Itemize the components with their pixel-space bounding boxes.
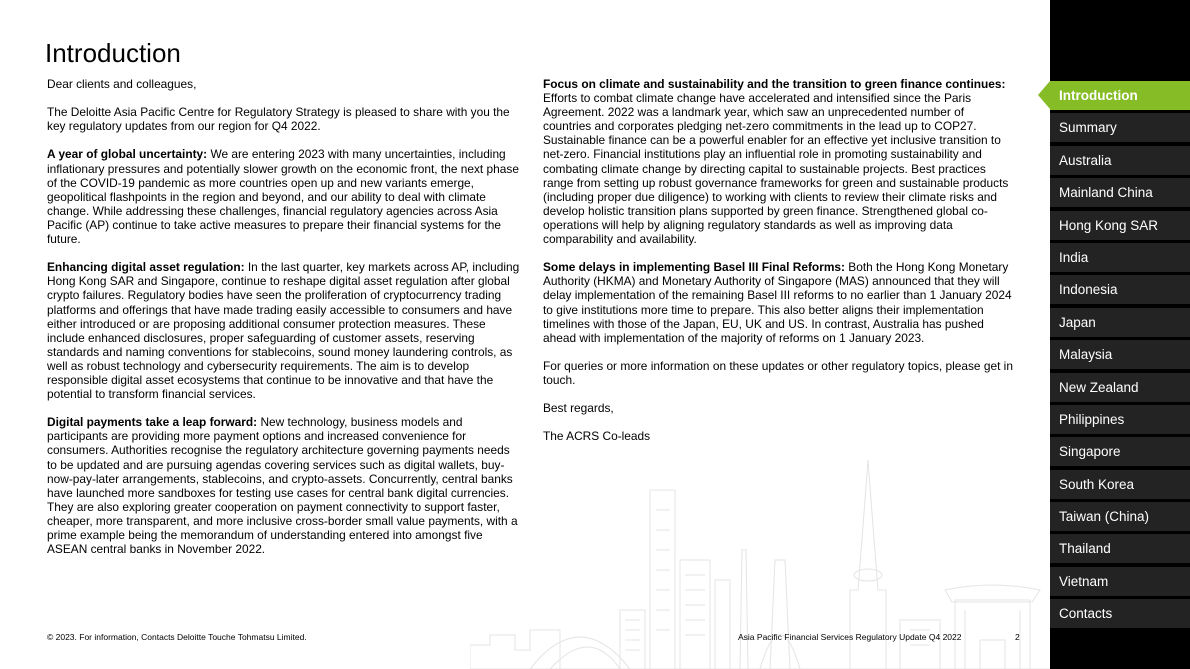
nav-item-australia[interactable]: Australia bbox=[1050, 146, 1190, 175]
section-heading: A year of global uncertainty: bbox=[47, 147, 208, 162]
section-heading: Enhancing digital asset regulation: bbox=[47, 260, 245, 275]
right-column bbox=[543, 77, 1013, 458]
signoff: The ACRS Co-leads bbox=[543, 429, 651, 444]
section-climate bbox=[543, 77, 1013, 246]
nav-item-india[interactable]: India bbox=[1050, 243, 1190, 272]
greeting: Dear clients and colleagues, bbox=[47, 77, 197, 91]
section-heading: Focus on climate and sustainability and the transition to green finance continues: bbox=[543, 77, 1006, 91]
nav-item-new-zealand[interactable]: New Zealand bbox=[1050, 373, 1190, 402]
section-body: Both the Hong Kong Monetary Authority (HKMA) and Monetary Authority of Singapore (MAS) announced that they will delay implementation of the remaining Basel III reforms to no earlier than 1 January 2024 to give institutions more time to prepare. This also better aligns their implementation timelines with those of the Japan, EU, UK and US. In contrast, Australia has pushed ahead with implementation of the majority of reforms on 1 January 2023. bbox=[543, 260, 1012, 345]
nav-item-vietnam[interactable]: Vietnam bbox=[1050, 567, 1190, 596]
section-body: We are entering 2023 with many uncertainties, including inflationary pressures and potentially slower growth on the economic front, the next phase of the COVID-19 pandemic as more countries open up and new variants emerge, geopolitical flashpoints in the region and beyond, and our ability to deal with climate change. While addressing these challenges, financial regulatory agencies across Asia Pacific (AP) continue to take active measures to prepare their financial systems for the future. bbox=[47, 147, 519, 247]
closing-paragraph: For queries or more information on these updates or other regulatory topics, please get in touch. bbox=[543, 358, 1013, 387]
nav-item-mainland-china[interactable]: Mainland China bbox=[1050, 178, 1190, 207]
nav-item-philippines[interactable]: Philippines bbox=[1050, 405, 1190, 434]
nav-item-summary[interactable]: Summary bbox=[1050, 113, 1190, 142]
section-heading: Some delays in implementing Basel III Final Reforms: bbox=[543, 260, 845, 275]
nav-item-thailand[interactable]: Thailand bbox=[1050, 534, 1190, 563]
nav-item-introduction[interactable]: Introduction bbox=[1050, 81, 1190, 110]
nav-item-indonesia[interactable]: Indonesia bbox=[1050, 275, 1190, 304]
nav-item-singapore[interactable]: Singapore bbox=[1050, 437, 1190, 466]
footer-publication: Asia Pacific Financial Services Regulatory Update Q4 2022 bbox=[738, 632, 962, 642]
nav-item-south-korea[interactable]: South Korea bbox=[1050, 470, 1190, 499]
page-number: 2 bbox=[1015, 632, 1020, 642]
section-heading: Digital payments take a leap forward: bbox=[47, 415, 258, 430]
section-body: In the last quarter, key markets across AP, including Hong Kong SAR and Singapore, continue to reshape digital asset regulation after global crypto failures. Regulatory bodies have seen the proliferation of cryptocurrency trading platforms and offerings that have made trading easily accessible to consumers and have either introduced or are proposing additional consumer protection measures. These include enhanced disclosures, proper safeguarding of customer assets, reserving standards and naming conventions for stablecoins, sound money laundering controls, as well as robust technology and cybersecurity requirements. The aim is to develop responsible digital asset ecosystems that continue to be innovative and that have the potential to transform financial services. bbox=[47, 260, 520, 402]
intro-paragraph: The Deloitte Asia Pacific Centre for Regulatory Strategy is pleased to share with you the key regulatory updates from our region for Q4 2022. bbox=[47, 105, 510, 134]
page-title: Introduction bbox=[45, 38, 181, 68]
section-digital-assets bbox=[47, 260, 522, 401]
section-body: New technology, business models and participants are providing more payment options and increased convenience for consumers. Authorities recognise the regulatory architecture governing payments needs to be updated and are pursuing agendas covering services such as digital wallets, buy-now-pay-later arrangements, stablecoins, and crypto-assets. Concurrently, central banks have launched more sandboxes for testing use cases for central bank digital currencies. They are also exploring greater cooperation on payment connectivity to support faster, cheaper, more transparent, and more inclusive cross-border small value payments, with a prime example being the memorandum of understanding entered into amongst five ASEAN central banks in November 2022. bbox=[47, 415, 518, 557]
regards: Best regards, bbox=[543, 401, 614, 416]
nav-item-contacts[interactable]: Contacts bbox=[1050, 599, 1190, 628]
section-payments bbox=[47, 415, 522, 556]
sidebar bbox=[1050, 0, 1190, 669]
sidebar-nav bbox=[1050, 81, 1190, 632]
section-uncertainty bbox=[47, 147, 522, 246]
nav-item-taiwan-china[interactable]: Taiwan (China) bbox=[1050, 502, 1190, 531]
section-basel bbox=[543, 260, 1013, 345]
nav-item-japan[interactable]: Japan bbox=[1050, 308, 1190, 337]
section-body: Efforts to combat climate change have accelerated and intensified since the Paris Agreement. 2022 was a landmark year, which saw an unprecedented number of countries and corporates pledging net-zero commitments in the lead up to COP27. Sustainable finance can be a powerful enabler for an effective yet inclusive transition to net-zero. Financial institutions play an influential role in promoting sustainability and combating climate change by directing capital to sustainable projects. Best practices range from setting up robust governance frameworks for green and sustainable products (including proper due diligence) to working with clients to review their climate risks and develop holistic transition plans supported by green finance. Strengthened global co-operations will help by aligning regulatory standards as well as improving data comparability and availability. bbox=[543, 91, 1009, 247]
footer-copyright: © 2023. For information, Contacts Deloitte Touche Tohmatsu Limited. bbox=[47, 632, 307, 642]
nav-item-hong-kong-sar[interactable]: Hong Kong SAR bbox=[1050, 211, 1190, 240]
nav-item-malaysia[interactable]: Malaysia bbox=[1050, 340, 1190, 369]
left-column bbox=[47, 77, 522, 570]
